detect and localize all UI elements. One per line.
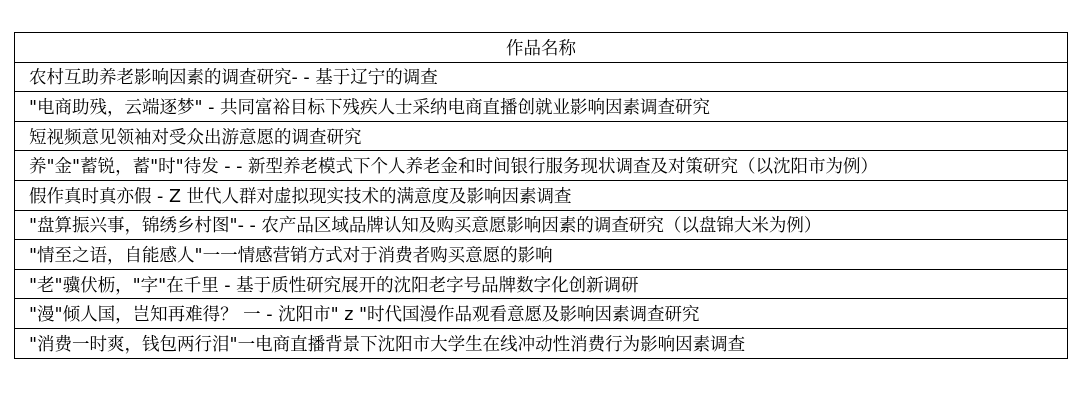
- table-row: [15, 63, 1067, 93]
- work-title: 养"金"蓄锐，蓄"时"待发 - - 新型养老模式下个人养老金和时间银行服务现状调查及对策研究（以沈阳市为例）: [29, 157, 879, 178]
- work-title: "老"骥伏枥，"字"在千里 - 基于质性研究展开的沈阳老字号品牌数字化创新调研: [29, 275, 639, 296]
- work-title: "情至之语，自能感人"一一情感营销方式对于消费者购买意愿的影响: [29, 245, 553, 266]
- table-row: [15, 211, 1067, 241]
- table-row: [15, 270, 1067, 300]
- table-row: [15, 92, 1067, 122]
- work-title: "消费一时爽，钱包两行泪"一电商直播背景下沈阳市大学生在线冲动性消费行为影响因素调查: [29, 334, 746, 355]
- table-row: [15, 329, 1067, 359]
- work-title: "盘算振兴事，锦绣乡村图"- - 农产品区域品牌认知及购买意愿影响因素的调查研究（以盘锦大米为例）: [29, 216, 822, 237]
- table-row: [15, 240, 1067, 270]
- table-row: [15, 181, 1067, 211]
- table-row: [15, 151, 1067, 181]
- work-title: "漫"倾人国，岂知再难得？ 一 - 沈阳市" z "时代国漫作品观看意愿及影响因素调查研究: [29, 305, 700, 326]
- work-title: "电商助残，云端逐梦" - 共同富裕目标下残疾人士采纳电商直播创就业影响因素调查研究: [29, 97, 711, 118]
- table-header: [15, 33, 1067, 63]
- works-table: [14, 32, 1068, 359]
- table-row: [15, 299, 1067, 329]
- table-header-label: 作品名称: [506, 38, 576, 59]
- work-title: 假作真时真亦假 - Z 世代人群对虚拟现实技术的满意度及影响因素调查: [29, 186, 572, 207]
- table-row: [15, 122, 1067, 152]
- work-title: 农村互助养老影响因素的调查研究- - 基于辽宁的调查: [29, 68, 438, 89]
- work-title: 短视频意见领袖对受众出游意愿的调查研究: [29, 127, 362, 148]
